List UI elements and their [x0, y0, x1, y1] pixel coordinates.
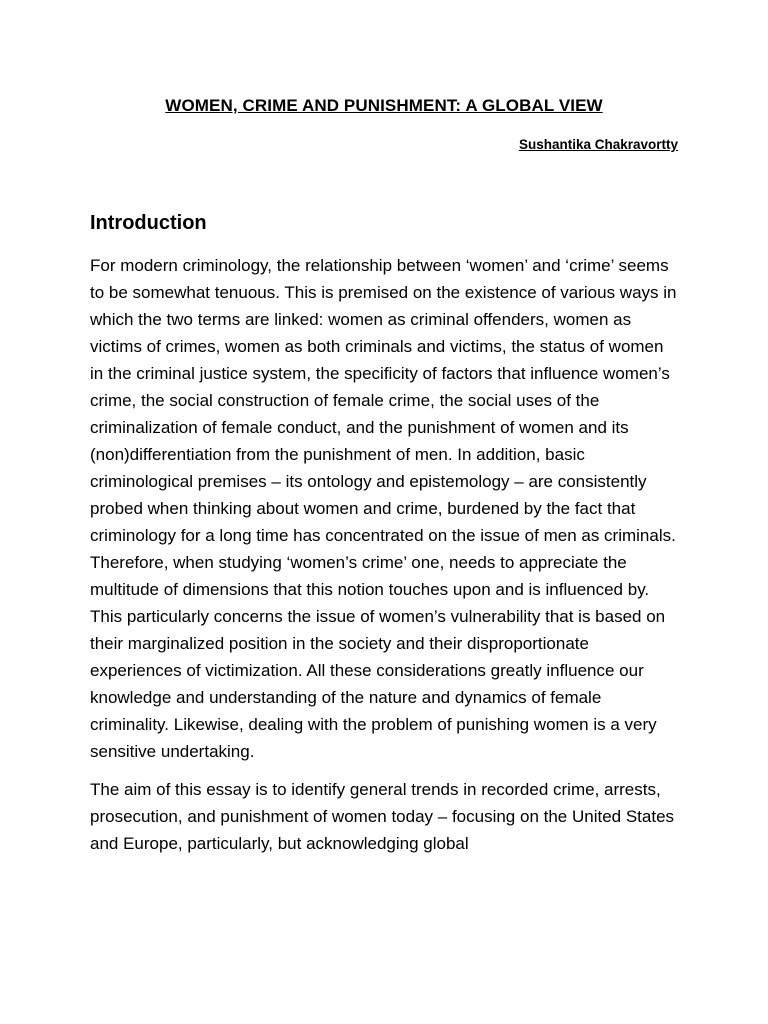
paragraph: The aim of this essay is to identify general trends in recorded crime, arrests, prosecution, and punishment of women today – focusing on the United States and Europe, particularly, but acknowledging global — [90, 780, 675, 853]
author-name: Sushantika Chakravortty — [518, 137, 678, 152]
paragraph: For modern criminology, the relationship between ‘women’ and ‘crime’ seems to be somewhat tenuous. This is premised on the existence of various ways in which the two terms are linked: women as criminal offenders, women as victims of crimes, women as both criminals and victims, the status of women in the criminal justice system, the specificity of factors that influence women’s crime, the social construction of female crime, the social uses of the criminalization of female conduct, and the punishment of women and its (non)differentiation from the punishment of men. In addition, basic criminological premises – its ontology and epistemology – are consistently probed when thinking about women and crime, burdened by the fact that criminology for a long time has concentrated on the issue of men as criminals. Therefore, when studying ‘women’s crime’ one, needs to appreciate the multitude of dimensions that this notion touches upon and is influenced by. This particularly concerns the issue of women’s vulnerability that is based on their marginalized position in the society and their disproportionate experiences of victimization. All these considerations greatly influence our knowledge and understanding of the nature and dynamics of female criminality. Likewise, dealing with the problem of punishing women is a very sensitive undertaking. — [90, 256, 677, 761]
section-heading: Introduction — [90, 212, 207, 234]
body-text — [90, 252, 680, 868]
document-title: WOMEN, CRIME AND PUNISHMENT: A GLOBAL VIEW — [165, 96, 603, 115]
